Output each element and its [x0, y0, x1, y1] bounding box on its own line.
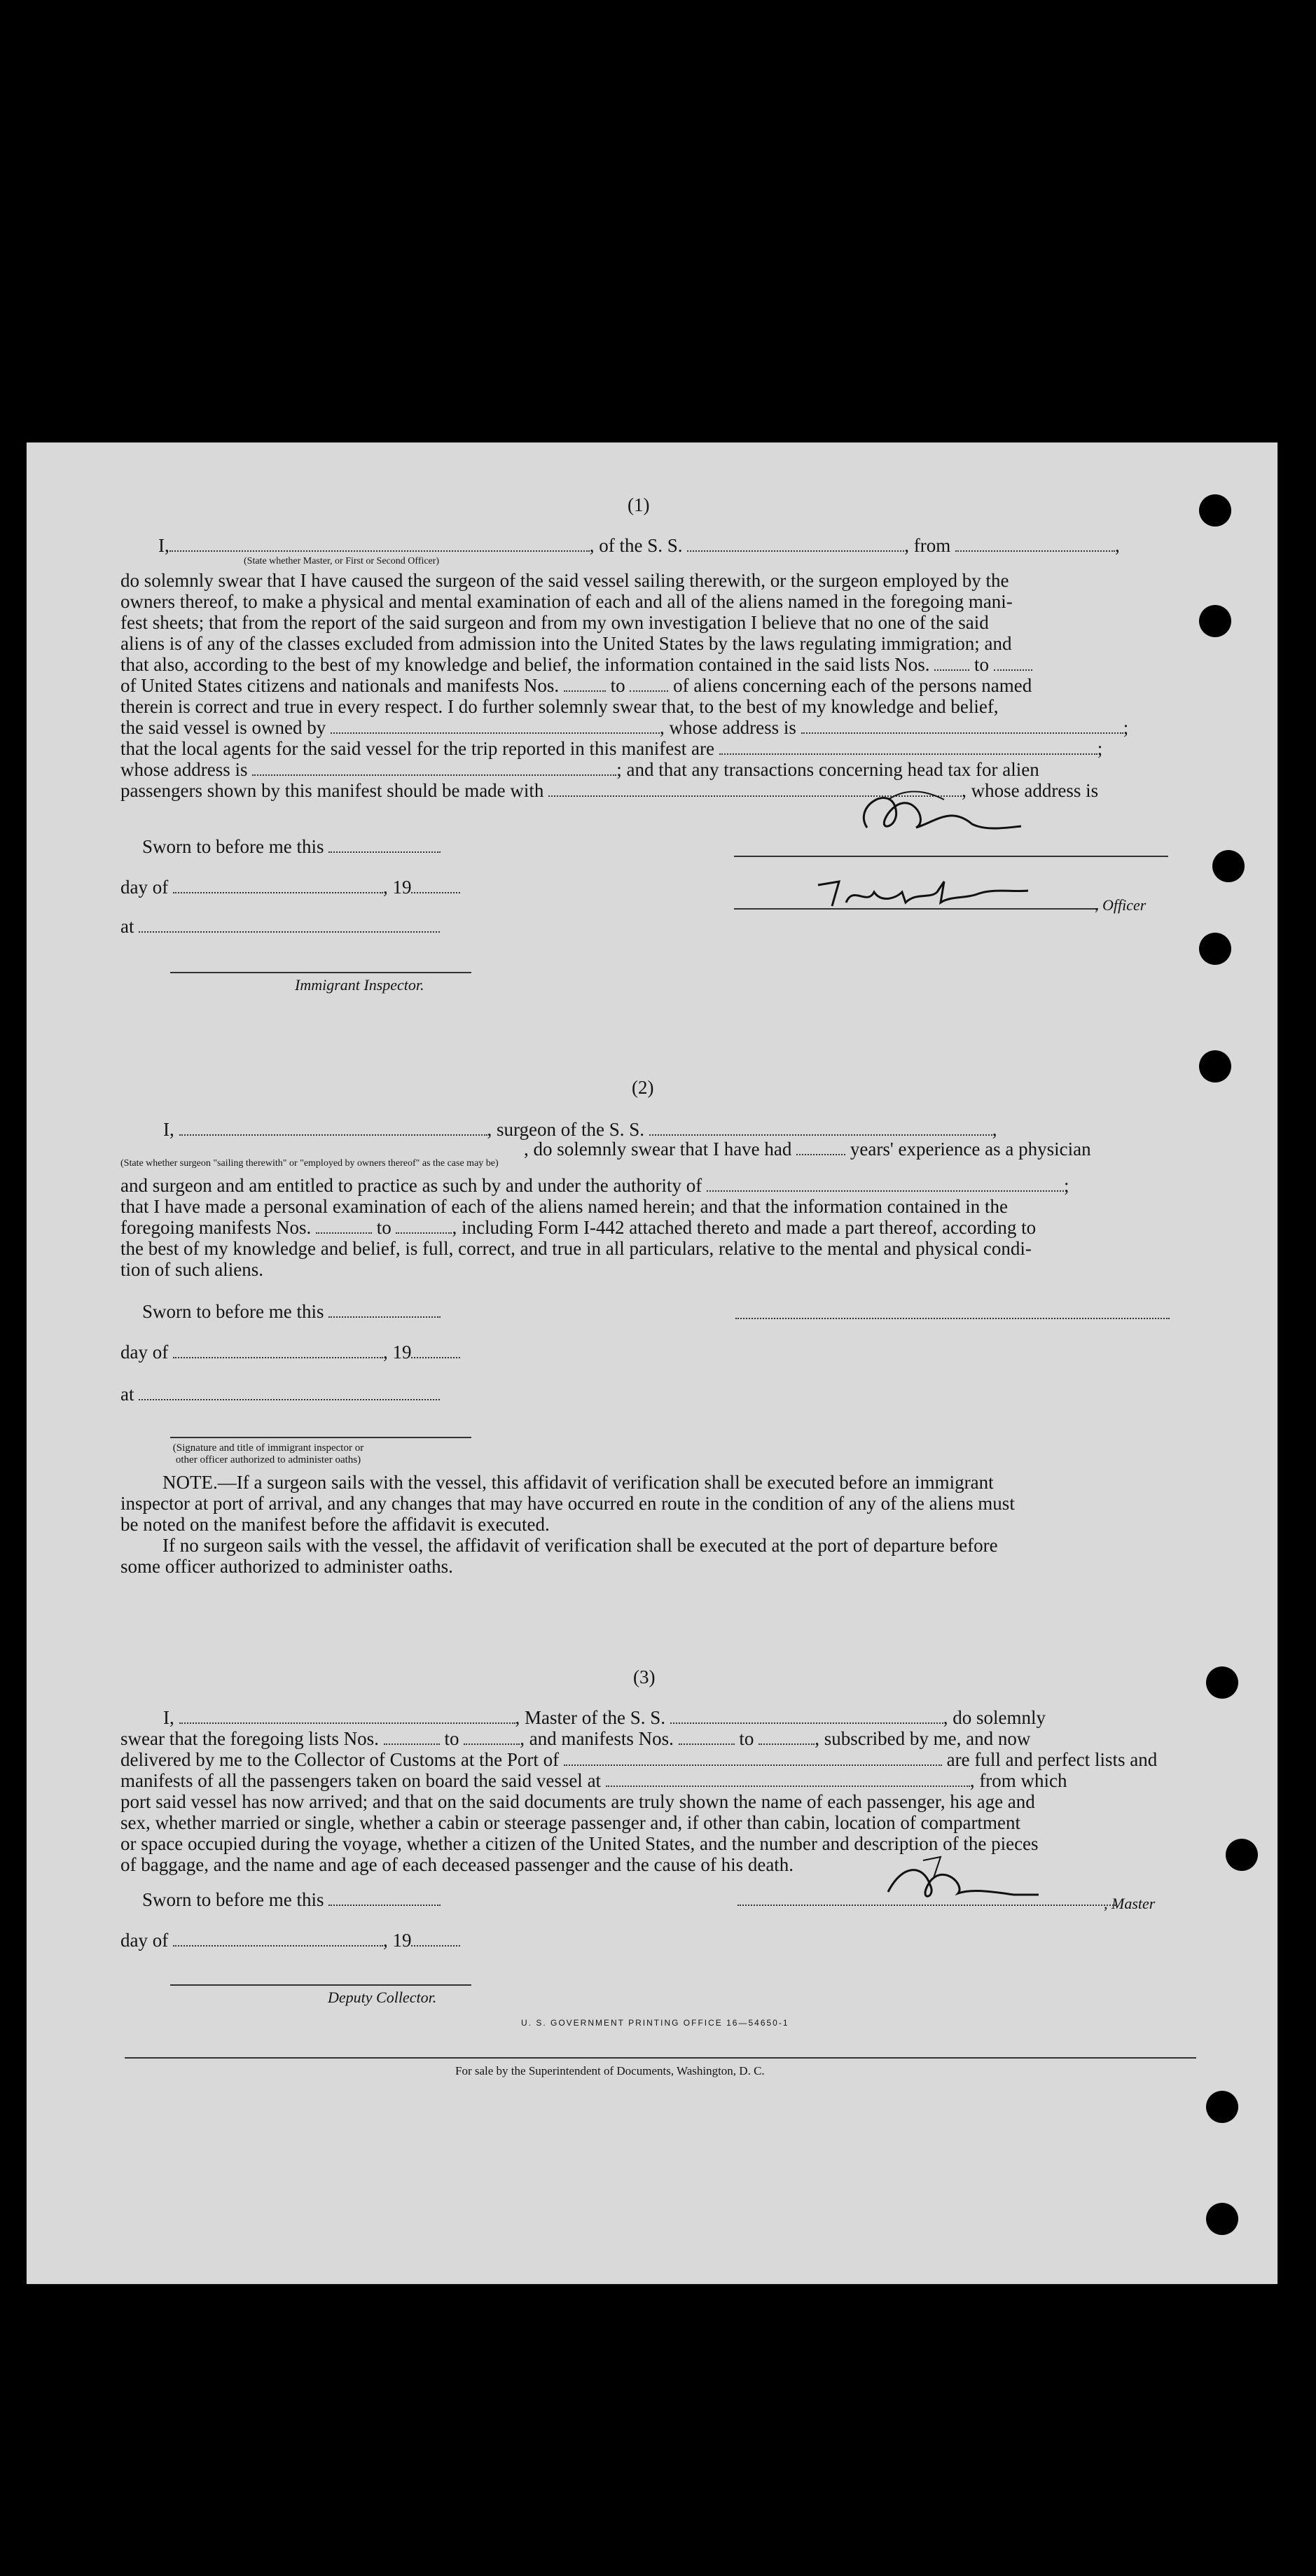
s2-body-line: and surgeon and am entitled to practice as such by and under the authority of ;	[120, 1175, 1069, 1196]
s1-body-line: of United States citizens and nationals and manifests Nos. to of aliens concerning each of the persons named	[120, 675, 1032, 696]
s3-body-line: swear that the foregoing lists Nos. to , and manifests Nos. to , subscribed by me, and now	[120, 1728, 1031, 1749]
handwritten-signature	[846, 779, 1028, 842]
s1-signature-line	[734, 856, 1168, 857]
s3-body-line: manifests of all the passengers taken on board the said vessel at , from which	[120, 1770, 1067, 1791]
note-line: inspector at port of arrival, and any changes that may have occurred en route in the condition of any of the aliens must	[120, 1493, 1015, 1514]
manifest-affidavit-page	[27, 443, 1277, 2284]
s2-signature-line	[735, 1318, 1170, 1319]
s3-collector-label: Deputy Collector.	[328, 1989, 437, 2006]
note-line: be noted on the manifest before the affidavit is executed.	[120, 1514, 550, 1535]
s2-line-1: I, , surgeon of the S. S. ,	[163, 1119, 997, 1140]
punch-hole	[1226, 1839, 1258, 1871]
note-line: NOTE.—If a surgeon sails with the vessel, this affidavit of verification shall be executed before an immigrant	[162, 1472, 994, 1493]
s2-body-line: foregoing manifests Nos. to , including Form I-442 attached thereto and made a part thereof, according to	[120, 1217, 1037, 1238]
section-number: (2)	[632, 1077, 654, 1098]
punch-hole	[1206, 2203, 1238, 2235]
s1-sworn: Sworn to before me this	[142, 836, 441, 857]
s2-sworn: Sworn to before me this	[142, 1301, 441, 1322]
s3-line-1: I, , Master of the S. S. , do solemnly	[163, 1707, 1046, 1728]
s3-sworn: Sworn to before me this	[142, 1889, 441, 1910]
s1-caption: (State whether Master, or First or Second Officer)	[244, 556, 440, 566]
s2-body-line: that I have made a personal examination of each of the aliens named herein; and that the information contained in the	[120, 1196, 1009, 1217]
punch-hole	[1199, 1050, 1231, 1082]
s1-owned-line: the said vessel is owned by , whose address is ;	[120, 717, 1129, 738]
s2-line-2: , do solemnly swear that I have had years' experience as a physician	[524, 1139, 1091, 1160]
s2-body	[120, 1175, 1196, 1280]
handwritten-signature	[811, 871, 1035, 913]
s2-inspector-line	[170, 1437, 471, 1438]
s3-day: day of , 19	[120, 1930, 460, 1951]
s3-body-line: port said vessel has now arrived; and that on the said documents are truly shown the name of each passenger, his age and	[120, 1791, 1035, 1812]
s3-collector-line	[170, 1984, 471, 1986]
s1-whose-line: whose address is ; and that any transactions concerning head tax for alien	[120, 759, 1039, 780]
note-line: If no surgeon sails with the vessel, the affidavit of verification shall be executed at the port of departure before	[162, 1535, 998, 1556]
s1-body-line: therein is correct and true in every respect. I do further solemnly swear that, to the best of my knowledge and belief,	[120, 696, 999, 717]
s3-body-line: or space occupied during the voyage, whether a citizen of the United States, and the number and description of the pieces	[120, 1833, 1039, 1854]
handwritten-signature	[874, 1850, 1042, 1906]
s1-agents-line: that the local agents for the said vessel for the trip reported in this manifest are ;	[120, 738, 1103, 759]
s1-inspector-line	[170, 972, 471, 973]
gpo-imprint: U. S. GOVERNMENT PRINTING OFFICE 16—54650-1	[521, 2018, 789, 2028]
s1-body-line: aliens is of any of the classes excluded from admission into the United States by the laws regulating immigration; and	[120, 633, 1012, 654]
note-line: some officer authorized to administer oaths.	[120, 1556, 453, 1577]
s1-at: at	[120, 916, 440, 937]
punch-hole	[1199, 933, 1231, 965]
s3-master-label: , Master	[1104, 1895, 1156, 1912]
s1-officer-label: , Officer	[1095, 896, 1147, 914]
punch-hole	[1199, 494, 1231, 527]
s3-body-line: sex, whether married or single, whether a cabin or steerage passenger and, if other than cabin, location of compartment	[120, 1812, 1021, 1833]
s3-body-line: delivered by me to the Collector of Customs at the Port of are full and perfect lists and	[120, 1749, 1158, 1770]
s3-body-line: of baggage, and the name and age of each deceased passenger and the cause of his death.	[120, 1854, 794, 1875]
section-number: (1)	[628, 494, 650, 515]
s2-body-line: the best of my knowledge and belief, is full, correct, and true in all particulars, relative to the mental and physical condi-	[120, 1238, 1032, 1259]
s1-body-line: owners thereof, to make a physical and mental examination of each and all of the aliens named in the foregoing mani-	[120, 591, 1013, 612]
section-number: (3)	[633, 1666, 656, 1687]
s2-day: day of , 19	[120, 1342, 460, 1363]
punch-hole	[1199, 605, 1231, 637]
footer-text: For sale by the Superintendent of Documents, Washington, D. C.	[455, 2064, 765, 2077]
s2-at: at	[120, 1384, 440, 1405]
s2-caption: (State whether surgeon "sailing therewith" or "employed by owners thereof" as the case may be)	[120, 1158, 499, 1169]
s1-body-line: that also, according to the best of my knowledge and belief, the information contained in the said lists Nos. to	[120, 654, 1196, 675]
s2-body-line: tion of such aliens.	[120, 1259, 263, 1280]
punch-hole	[1212, 850, 1245, 882]
footer-rule	[125, 2057, 1196, 2059]
s1-inspector-label: Immigrant Inspector.	[295, 976, 424, 994]
s1-body-line: do solemnly swear that I have caused the surgeon of the said vessel sailing therewith, or the surgeon employed by the	[120, 570, 1009, 591]
s1-passengers-line: passengers shown by this manifest should be made with , whose address is	[120, 780, 1099, 801]
s1-day: day of , 19	[120, 877, 460, 898]
punch-hole	[1206, 2091, 1238, 2123]
s1-body	[120, 570, 1196, 801]
s2-note	[120, 1472, 1196, 1577]
s1-line-1: I, , of the S. S. , from ,	[158, 535, 1120, 556]
punch-hole	[1206, 1666, 1238, 1699]
s2-signature-caption: (Signature and title of immigrant inspector or other officer authorized to administer oaths)	[172, 1442, 364, 1465]
s1-body-line: fest sheets; that from the report of the said surgeon and from my own investigation I believe that no one of the said	[120, 612, 989, 633]
